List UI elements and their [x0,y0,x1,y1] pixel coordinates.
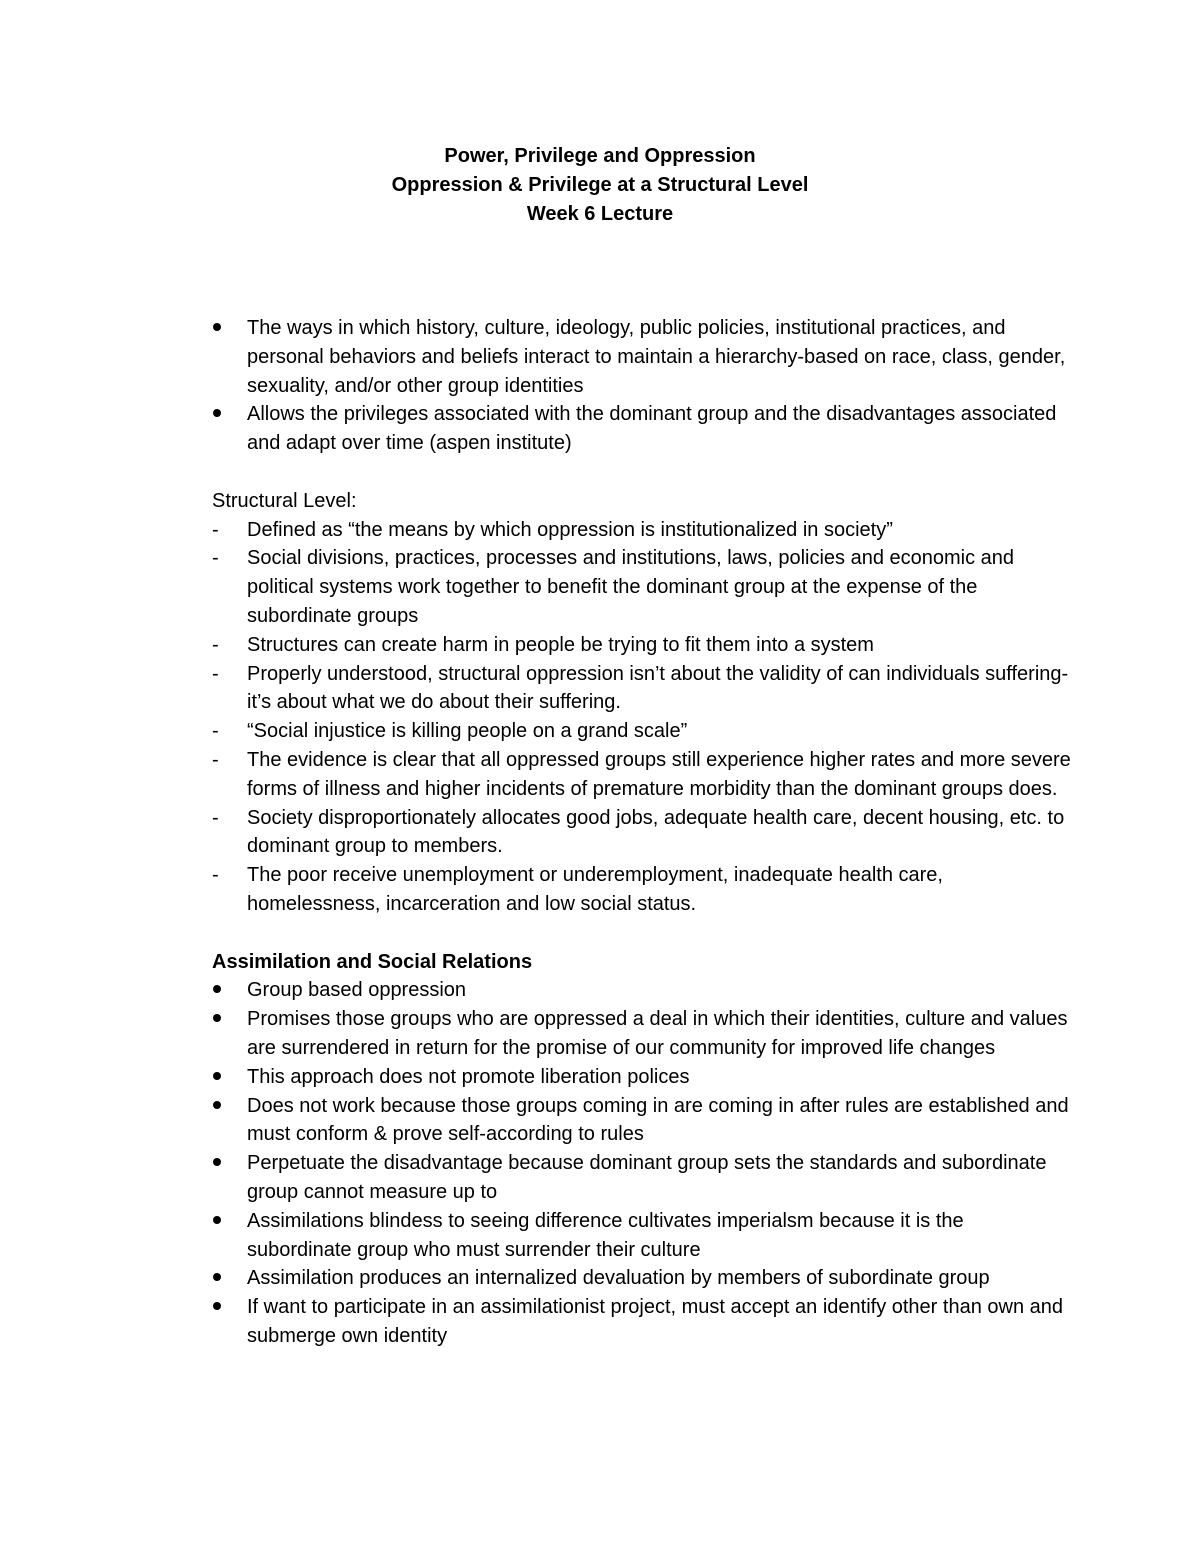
dash-icon: - [212,547,219,570]
spacer [212,458,1072,487]
dash-icon: - [212,720,219,743]
title-line-2: Oppression & Privilege at a Structural Level [391,174,809,196]
list-item-text: Group based oppression [247,979,467,1002]
assimilation-bullet-list [212,976,1072,1350]
list-item-text: This approach does not promote liberation polices [247,1065,690,1088]
list-item-text: Social divisions, practices, processes and institutions, laws, policies and economic and political systems work together to benefit the dominant group at the expense of the subordinate groups [247,547,1015,627]
dash-icon: - [212,662,219,685]
list-item-text: Assimilation produces an internalized devaluation by members of subordinate group [247,1267,990,1290]
list-item-text: Does not work because those groups coming in are coming in after rules are established and must conform & prove self-according to rules [247,1094,1069,1146]
bullet-icon [212,1063,232,1092]
list-item-text: The evidence is clear that all oppressed groups still experience higher rates and more severe forms of illness and higher incidents of premature morbidity than the dominant groups does. [247,748,1071,800]
list-item [212,1293,1072,1351]
list-item [212,1063,1072,1092]
list-item-text: Allows the privileges associated with the dominant group and the disadvantages associated and adapt over time (aspen institute) [247,403,1057,455]
bullet-icon [212,976,232,1005]
dash-icon: - [212,518,219,541]
list-item-text: Structures can create harm in people be trying to fit them into a system [247,633,874,656]
dash-icon: - [212,806,219,829]
list-item-text: The ways in which history, culture, ideology, public policies, institutional practices, and personal behaviors and beliefs interact to maintain a hierarchy-based on race, class, gender, sexuality, and/or other group identities [247,317,1066,397]
dash-icon: - [212,748,219,771]
bullet-icon [212,314,232,343]
structural-heading: Structural Level: [212,489,357,512]
title-line-3: Week 6 Lecture [526,203,674,225]
bullet-icon [212,1149,232,1178]
bullet-icon [212,1005,232,1034]
list-item [212,314,1072,400]
document-title [0,142,1200,229]
list-item [212,1264,1072,1293]
list-item-text: The poor receive unemployment or underemployment, inadequate health care, homelessness, incarceration and low social status. [247,864,943,915]
list-item-text: If want to participate in an assimilationist project, must accept an identify other than own and submerge own identity [247,1296,1063,1347]
list-item-text: Society disproportionately allocates good jobs, adequate health care, decent housing, etc. to dominant group to members. [247,806,1065,858]
intro-bullet-list [212,314,1072,458]
list-item [212,1207,1072,1265]
list-item [212,1005,1072,1063]
list-item [212,976,1072,1005]
structural-dash-list [212,516,1072,919]
bullet-icon [212,1293,232,1322]
list-item [212,660,1072,718]
bullet-icon [212,1092,232,1121]
bullet-icon [212,1207,232,1236]
list-item [212,631,1072,660]
dash-icon: - [212,864,219,887]
document-body [212,314,1072,1351]
list-item-text: Properly understood, structural oppression isn’t about the validity of can individuals suffering- it’s about what we do about their suffering. [247,662,1069,714]
list-item-text: Defined as “the means by which oppression is institutionalized in society” [247,518,893,541]
list-item [212,516,1072,545]
list-item [212,746,1072,804]
list-item-text: “Social injustice is killing people on a grand scale” [247,720,688,743]
dash-icon: - [212,633,219,656]
list-item [212,804,1072,862]
list-item-text: Assimilations blindess to seeing difference cultivates imperialsm because it is the subordinate group who must surrender their culture [247,1209,964,1261]
list-item [212,717,1072,746]
list-item [212,544,1072,630]
spacer [212,919,1072,948]
assimilation-heading: Assimilation and Social Relations [212,950,533,973]
list-item [212,861,1072,919]
list-item-text: Perpetuate the disadvantage because dominant group sets the standards and subordinate group cannot measure up to [247,1152,1047,1203]
list-item [212,400,1072,458]
title-line-1: Power, Privilege and Oppression [444,145,756,167]
bullet-icon [212,1264,232,1293]
list-item [212,1092,1072,1150]
bullet-icon [212,400,232,429]
list-item [212,1149,1072,1207]
list-item-text: Promises those groups who are oppressed a deal in which their identities, culture and values are surrendered in return for the promise of our community for improved life changes [247,1008,1068,1059]
